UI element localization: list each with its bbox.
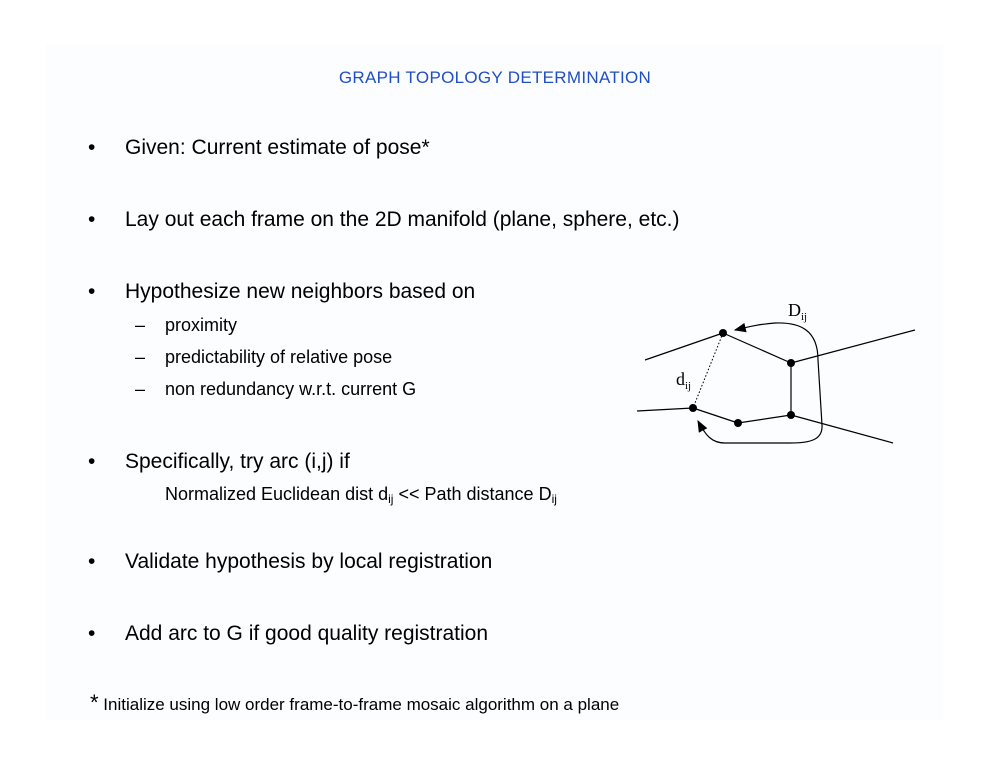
sub-bullet-dash: –: [135, 379, 146, 399]
graph-edge: [723, 333, 791, 363]
bullet-dot: •: [88, 622, 96, 645]
graph-node: [734, 419, 742, 427]
bullet-text: Validate hypothesis by local registration: [125, 550, 493, 573]
bullet-dot: •: [88, 208, 96, 231]
sub-bullet-dash: –: [135, 315, 146, 335]
label-d: $d_{ij}$: [676, 369, 692, 392]
graph-node: [689, 404, 697, 412]
footnote-star: *: [90, 690, 99, 715]
path-loop-right: [698, 360, 822, 443]
slide-title: GRAPH TOPOLOGY DETERMINATION: [338, 68, 652, 87]
path-arrow-top: [735, 323, 818, 360]
graph-node: [787, 411, 795, 419]
bullet-text: Given: Current estimate of pose*: [125, 136, 430, 159]
sub-bullet-text: predictability of relative pose: [165, 347, 393, 367]
sub-bullet-text: proximity: [165, 315, 238, 335]
graph-node: [787, 359, 795, 367]
bullet-text: Hypothesize new neighbors based on: [125, 280, 476, 303]
graph-edge: [738, 415, 791, 423]
footnote-text: Initialize using low order frame-to-frame mosaic algorithm on a plane: [98, 695, 620, 714]
graph-edge: [693, 408, 738, 423]
graph-node: [719, 329, 727, 337]
condition-sub-ij: ij: [388, 492, 394, 506]
bullet-text: Lay out each frame on the 2D manifold (plane, sphere, etc.): [125, 208, 680, 231]
bullet-dot: •: [88, 550, 96, 573]
bullet-dot: •: [88, 450, 96, 473]
condition-sub-ij-path: ij: [551, 492, 557, 506]
sub-bullet-dash: –: [135, 347, 146, 367]
bullet-dot: •: [88, 136, 96, 159]
bullet-dot: •: [88, 280, 96, 303]
label-D: $D_{ij}$: [788, 300, 808, 323]
sub-bullet-text: non redundancy w.r.t. current G: [165, 379, 417, 399]
graph-edge: [637, 408, 693, 411]
graph-edge: [791, 330, 915, 363]
condition-prefix: Normalized Euclidean dist d: [165, 484, 389, 504]
bullet-text: Specifically, try arc (i,j) if: [125, 450, 350, 473]
condition-middle: << Path distance D: [393, 484, 552, 504]
graph-edge: [645, 333, 723, 360]
candidate-arc-dij: [693, 333, 723, 408]
bullet-text: Add arc to G if good quality registration: [125, 622, 489, 645]
graph-edge: [791, 415, 893, 443]
